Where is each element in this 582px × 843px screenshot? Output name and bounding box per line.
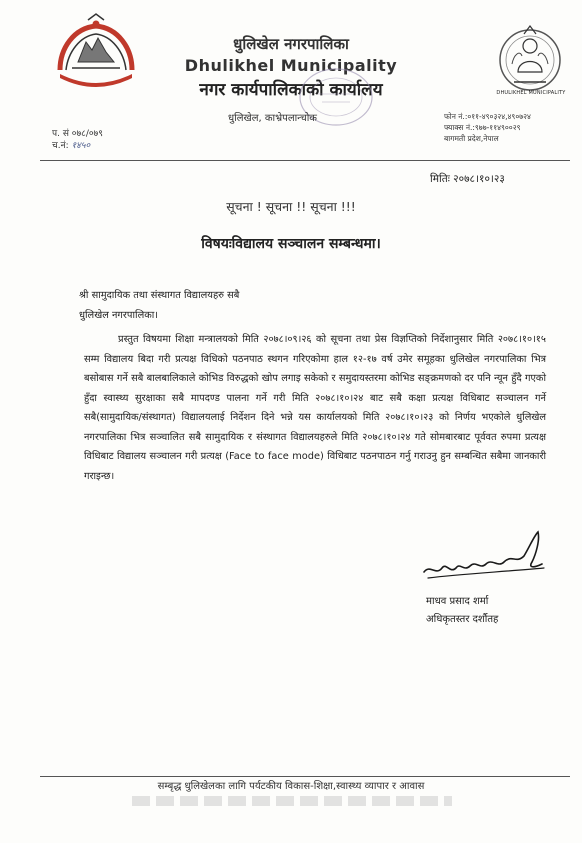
addressee-line-1: श्री सामुदायिक तथा संस्थागत विद्यालयहरु सबै xyxy=(79,290,240,301)
dispatch-label: च.नं: xyxy=(52,141,69,151)
header-divider xyxy=(40,160,570,161)
addressee-block xyxy=(79,286,239,326)
notice-heading: सूचना ! सूचना !! सूचना !!! xyxy=(226,199,356,214)
handwritten-signature-icon xyxy=(420,528,550,588)
signer-title: अधिकृतस्तर दर्शौतह xyxy=(426,614,499,625)
office-address: धुलिखेल, काभ्रेपलान्चोक xyxy=(228,113,317,124)
municipality-name-nepali: धुलिखेल नगरपालिका xyxy=(233,35,349,53)
addressee-line-2: धुलिखेल नगरपालिका। xyxy=(79,310,158,321)
phone-number: फोन नं.:०११-४९०३२४,४९०७२४ xyxy=(444,112,531,121)
footer-divider xyxy=(40,776,570,777)
office-name: नगर कार्यपालिकाको कार्यालय xyxy=(199,80,383,100)
contact-block xyxy=(444,111,531,144)
letter-subject: विषयःविद्यालय सञ्चालन सम्बन्धमा। xyxy=(201,236,381,252)
fax-number: फ्याक्स नं.:९७७-११४९००२९ xyxy=(444,123,521,132)
letter-body-paragraph: प्रस्तुत विषयमा शिक्षा मन्त्रालयको मिति २०७८।०९।२६ को सूचना तथा प्रेस विज्ञप्तिको निर्देशानुसार मिति २०७८।१०।१५ सम्म विद्यालय बिदा गरी प्रत्यक्ष विधिको पठनपाठ स्थगन गरिएकोमा हाल १२-१७ वर्ष उमेर समूहका धुलिखेल नगरपालिका भित्र बसोबास गर्ने सबै बालबालिकाले कोभिड विरुद्धको खोप लगाइ सकेको र समुदायस्तरमा कोभिड सङ्क्रमणको दर पनि न्यून हुँदै गएको हुँदा स्वास्थ्य सुरक्षाका सबै मापदण्ड पालना गर्ने गरी मिति २०७८।१०।२४ बाट सबै कक्षा प्रत्यक्ष विधिबाट सञ्चालन गर्ने सबै(सामुदायिक/संस्थागत) विद्यालयलाई निर्देशन दिने भन्ने यस कार्यालयको मिति २०७८।१०।२३ को निर्णय भएकोले धुलिखेल नगरपालिका भित्र सञ्चालित सबै सामुदायिक र संस्थागत विद्यालयहरुले मिति २०७८।१०।२४ गते सोमबारबाट पूर्ववत रुपमा प्रत्यक्ष विधिबाट विद्यालय सञ्चालन गरी प्रत्यक्ष (Face to face mode) विधिबाट पठनपाठन गर्नु गराउनु हुन सम्बन्धित सबैमा जानकारी गराइन्छ। xyxy=(84,334,546,482)
footer-slogan: सम्बृद्ध धुलिखेलका लागि पर्यटकीय विकास-शिक्षा,स्वास्थ्य व्यापार र आवास xyxy=(157,781,425,792)
municipality-emblem-caption: DHULIKHEL MUNICIPALITY xyxy=(496,90,566,96)
fiscal-year-ref: प. सं ०७८/०७९ xyxy=(52,129,103,139)
footer-faded-text xyxy=(132,796,452,806)
signer-name: माधव प्रसाद शर्मा xyxy=(426,596,489,607)
reference-block xyxy=(52,128,103,152)
signer-block xyxy=(426,593,498,629)
dispatch-number xyxy=(52,140,103,152)
letter-date: मितिः २०७८।१०।२३ xyxy=(430,173,505,185)
province-name: बागमती प्रदेश,नेपाल xyxy=(444,134,499,143)
dispatch-value: १४५० xyxy=(71,141,91,151)
municipality-name-english: Dhulikhel Municipality xyxy=(184,56,398,75)
